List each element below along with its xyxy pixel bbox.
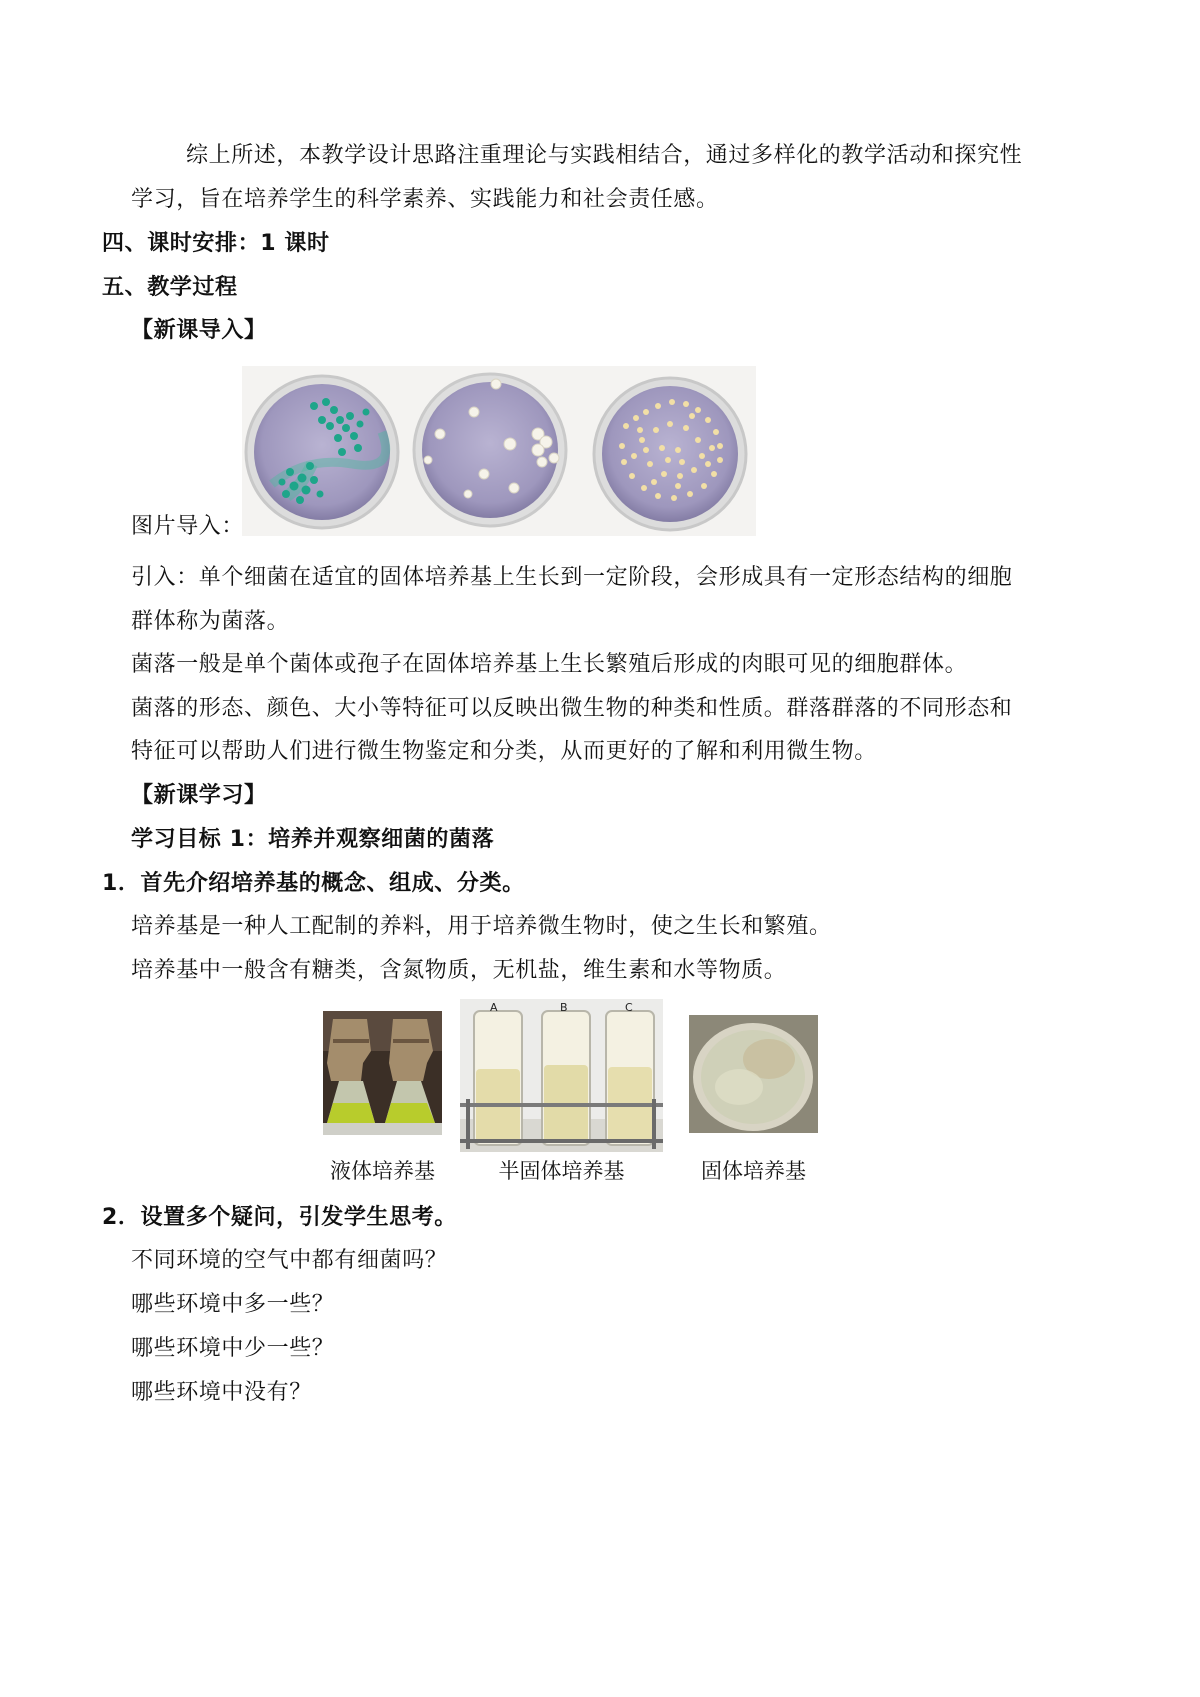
summary-line-1: 综上所述，本教学设计思路注重理论与实践相结合，通过多样化的教学活动和探究性 [186, 143, 1023, 168]
solid-medium-photo [689, 1015, 818, 1133]
learning-heading: 【新课学习】 [131, 783, 267, 808]
caption-solid-medium: 固体培养基 [701, 1159, 806, 1183]
section-5-heading: 五、教学过程 [102, 275, 238, 300]
picture-intro-label: 图片导入： [131, 514, 245, 539]
intro-line-3: 菌落一般是单个菌体或孢子在固体培养基上生长繁殖后形成的肉眼可见的细胞群体。 [131, 652, 968, 677]
petri-dishes-figure [242, 366, 756, 536]
intro-line-2: 群体称为菌落。 [131, 609, 290, 634]
petri-dish-yellow [594, 378, 746, 530]
learning-goal-1: 学习目标 1：培养并观察细菌的菌落 [131, 827, 495, 852]
question-1: 不同环境的空气中都有细菌吗？ [131, 1248, 448, 1273]
caption-liquid-medium: 液体培养基 [330, 1159, 435, 1183]
item-1-line-2: 培养基中一般含有糖类，含氮物质，无机盐，维生素和水等物质。 [131, 958, 787, 983]
section-4-heading: 四、课时安排：1 课时 [102, 231, 330, 256]
intro-line-5: 特征可以帮助人们进行微生物鉴定和分类，从而更好的了解和利用微生物。 [131, 739, 877, 764]
question-4: 哪些环境中没有？ [131, 1380, 312, 1405]
intro-heading: 【新课导入】 [131, 318, 267, 343]
item-2-title: 2．设置多个疑问，引发学生思考。 [102, 1205, 457, 1230]
item-1-line-1: 培养基是一种人工配制的养料，用于培养微生物时，使之生长和繁殖。 [131, 914, 832, 939]
tube-label-b: B [560, 1001, 568, 1014]
caption-semi-solid-medium: 半固体培养基 [498, 1159, 625, 1183]
intro-line-4: 菌落的形态、颜色、大小等特征可以反映出微生物的种类和性质。群落群落的不同形态和 [131, 696, 1013, 721]
liquid-medium-photo [323, 1011, 442, 1135]
tube-label-a: A [490, 1001, 498, 1014]
question-2: 哪些环境中多一些？ [131, 1292, 335, 1317]
petri-dish-green [246, 376, 398, 528]
intro-line-1: 引入：单个细菌在适宜的固体培养基上生长到一定阶段，会形成具有一定形态结构的细胞 [131, 565, 1013, 590]
semi-solid-medium-photo [460, 999, 663, 1152]
summary-line-2: 学习，旨在培养学生的科学素养、实践能力和社会责任感。 [131, 187, 719, 212]
tube-label-c: C [625, 1001, 633, 1014]
item-1-title: 1．首先介绍培养基的概念、组成、分类。 [102, 871, 525, 896]
question-3: 哪些环境中少一些？ [131, 1336, 335, 1361]
petri-dish-white [414, 374, 566, 526]
